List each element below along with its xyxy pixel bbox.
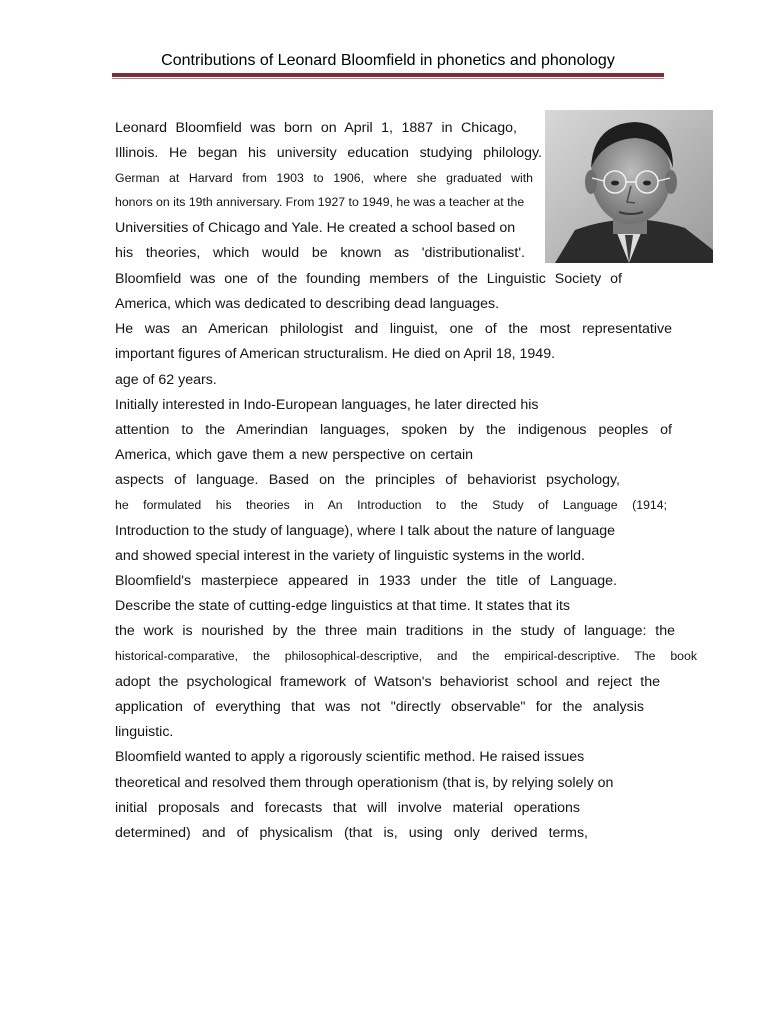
body-line-13: attention to the Amerindian languages, spoken by the indigenous peoples of bbox=[115, 422, 672, 438]
body-line-1: Leonard Bloomfield was born on April 1, 1887 in Chicago, bbox=[115, 120, 517, 136]
body-line-8: America, which was dedicated to describing dead languages. bbox=[115, 296, 500, 312]
body-line-28: initial proposals and forecasts that will involve material operations bbox=[115, 800, 580, 816]
title-rule bbox=[112, 73, 664, 77]
body-line-18: and showed special interest in the variety of linguistic systems in the world. bbox=[115, 548, 585, 564]
body-line-6: his theories, which would be known as 'distributionalist'. bbox=[115, 245, 525, 261]
body-line-26: Bloomfield wanted to apply a rigorously scientific method. He raised issues bbox=[115, 749, 585, 765]
body-line-7: Bloomfield was one of the founding members of the Linguistic Society of bbox=[115, 271, 622, 287]
body-line-9: He was an American philologist and linguist, one of the most representative bbox=[115, 321, 672, 337]
body-line-21: the work is nourished by the three main traditions in the study of language: the bbox=[115, 623, 675, 639]
body-line-25: linguistic. bbox=[115, 724, 174, 740]
body-line-15: aspects of language. Based on the principles of behaviorist psychology, bbox=[115, 472, 620, 488]
body-line-5: Universities of Chicago and Yale. He created a school based on bbox=[115, 220, 516, 236]
body-line-23: adopt the psychological framework of Watson's behaviorist school and reject the bbox=[115, 674, 660, 690]
body-line-16: he formulated his theories in An Introduction to the Study of Language (1914; bbox=[115, 498, 667, 512]
title-rule-thin bbox=[112, 78, 664, 79]
body-line-2: Illinois. He began his university education studying philology. bbox=[115, 145, 542, 161]
document-title: Contributions of Leonard Bloomfield in phonetics and phonology bbox=[161, 52, 615, 69]
body-line-29: determined) and of physicalism (that is, using only derived terms, bbox=[115, 825, 588, 841]
portrait-photo bbox=[545, 110, 713, 263]
body-line-27: theoretical and resolved them through operationism (that is, by relying solely on bbox=[115, 775, 614, 791]
body-line-19: Bloomfield's masterpiece appeared in 1933 under the title of Language. bbox=[115, 573, 617, 589]
body-line-17: Introduction to the study of language), where I talk about the nature of language bbox=[115, 523, 616, 539]
body-line-12: Initially interested in Indo-European languages, he later directed his bbox=[115, 397, 539, 413]
body-line-3: German at Harvard from 1903 to 1906, where she graduated with bbox=[115, 171, 533, 185]
body-line-24: application of everything that was not "directly observable" for the analysis bbox=[115, 699, 644, 715]
body-line-14: America, which gave them a new perspective on certain bbox=[115, 447, 473, 463]
body-line-10: important figures of American structuralism. He died on April 18, 1949. bbox=[115, 346, 556, 362]
body-line-11: age of 62 years. bbox=[115, 372, 217, 388]
body-line-20: Describe the state of cutting-edge linguistics at that time. It states that its bbox=[115, 598, 571, 614]
body-line-4: honors on its 19th anniversary. From 1927 to 1949, he was a teacher at the bbox=[115, 195, 525, 209]
body-line-22: historical-comparative, the philosophical-descriptive, and the empirical-descriptive. The book bbox=[115, 649, 697, 663]
